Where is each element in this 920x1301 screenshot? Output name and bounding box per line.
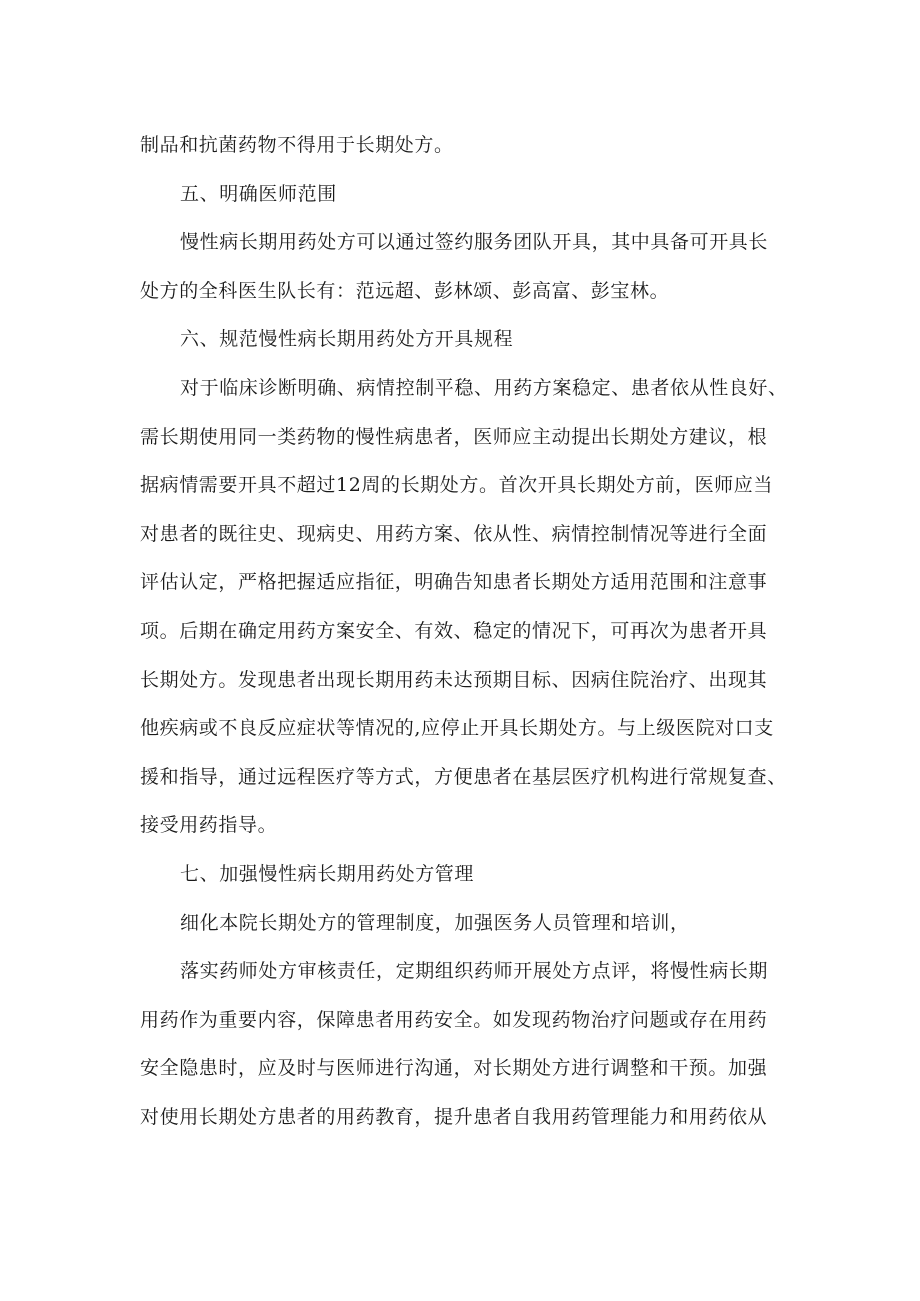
paragraph-line: 项。后期在确定用药方案安全、有效、稳定的情况下，可再次为患者开具	[140, 619, 768, 642]
section-heading: 五、明确医师范围	[180, 182, 337, 205]
paragraph-line: 细化本院长期处方的管理制度，加强医务人员管理和培训，	[180, 911, 690, 934]
paragraph-line: 需长期使用同一类药物的慢性病患者，医师应主动提出长期处方建议，根	[140, 425, 768, 448]
paragraph-line: 用药作为重要内容，保障患者用药安全。如发现药物治疗问题或存在用药	[140, 1008, 768, 1031]
section-heading: 六、规范慢性病长期用药处方开具规程	[180, 328, 514, 351]
paragraph-line: 对患者的既往史、现病史、用药方案、依从性、病情控制情况等进行全面	[140, 522, 768, 545]
paragraph-line: 评估认定，严格把握适应指征，明确告知患者长期处方适用范围和注意事	[140, 571, 768, 594]
paragraph-line: 安全隐患时，应及时与医师进行沟通，对长期处方进行调整和干预。加强	[140, 1057, 768, 1080]
paragraph-line: 接受用药指导。	[140, 814, 278, 837]
paragraph-line: 据病情需要开具不超过12周的长期处方。首次开具长期处方前，医师应当	[140, 474, 773, 497]
paragraph-line: 处方的全科医生队长有：范远超、彭林颂、彭高富、彭宝林。	[140, 279, 670, 302]
paragraph-line: 对使用长期处方患者的用药教育，提升患者自我用药管理能力和用药依从	[140, 1105, 768, 1128]
paragraph-line: 对于临床诊断明确、病情控制平稳、用药方案稳定、患者依从性良好、	[180, 376, 788, 399]
paragraph-line: 援和指导，通过远程医疗等方式，方便患者在基层医疗机构进行常规复查、	[140, 765, 787, 788]
paragraph-line: 长期处方。发现患者出现长期用药未达预期目标、因病住院治疗、出现其	[140, 668, 768, 691]
paragraph-line: 制品和抗菌药物不得用于长期处方。	[140, 134, 454, 156]
section-heading: 七、加强慢性病长期用药处方管理	[180, 862, 475, 885]
paragraph-line: 慢性病长期用药处方可以通过签约服务团队开具，其中具备可开具长	[180, 231, 769, 254]
paragraph-line: 落实药师处方审核责任，定期组织药师开展处方点评，将慢性病长期	[180, 960, 769, 983]
document-body	[140, 126, 795, 1146]
paragraph-line: 他疾病或不良反应症状等情况的,应停止开具长期处方。与上级医院对口支	[140, 717, 774, 740]
